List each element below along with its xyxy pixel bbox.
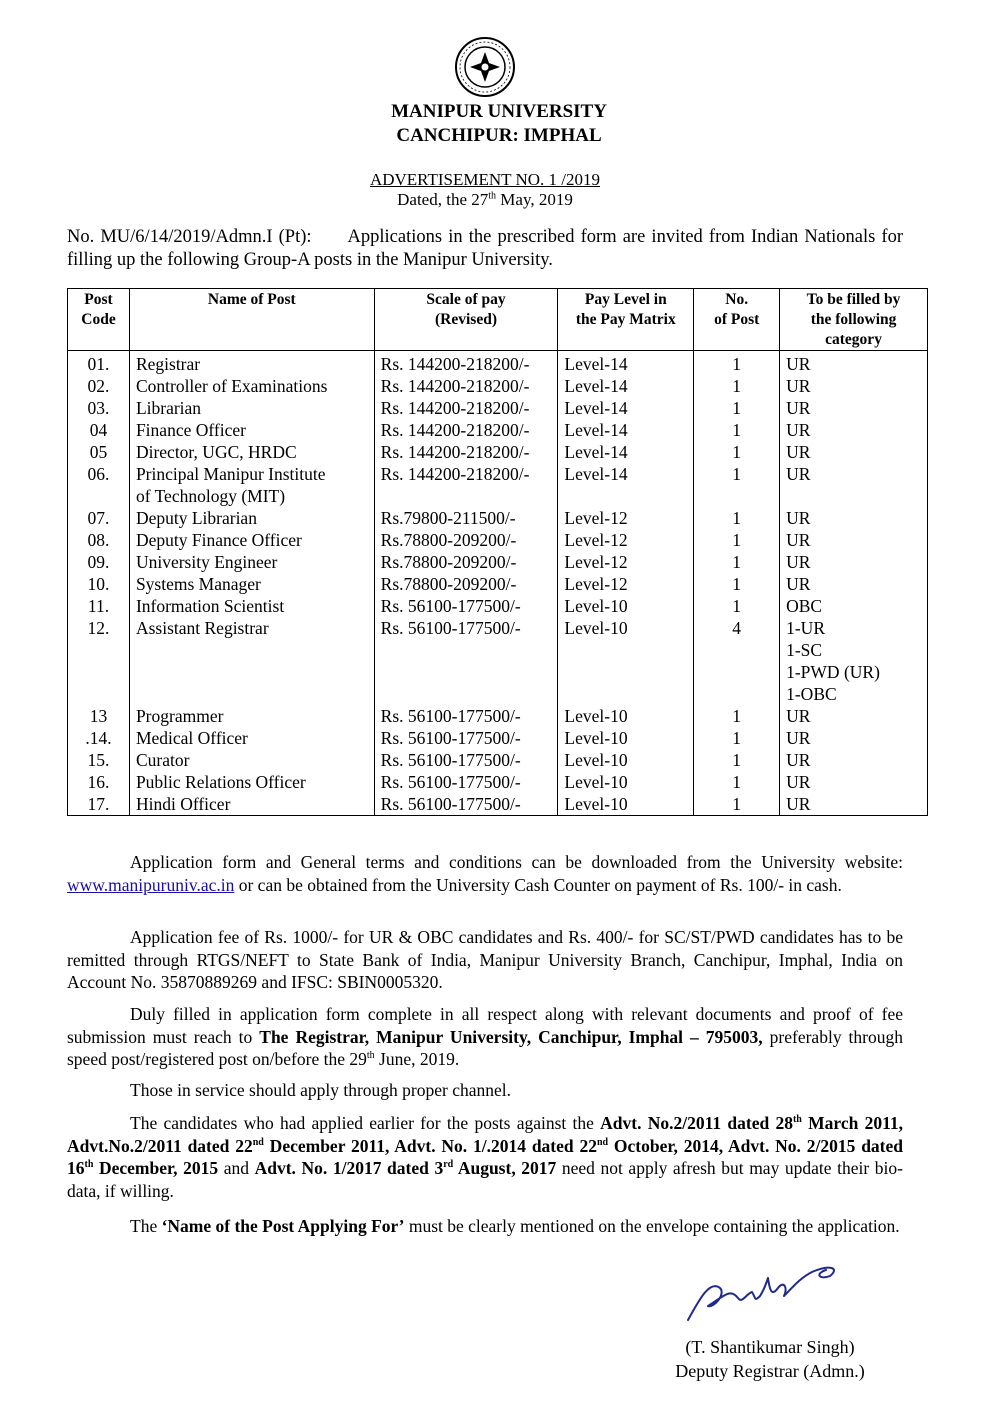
cell-category: UR bbox=[780, 441, 928, 463]
header-name-of-post: Name of Post bbox=[129, 289, 374, 351]
cell-post-code: 07. bbox=[68, 507, 130, 529]
cell-post-name: University Engineer bbox=[129, 551, 374, 573]
cell-pay-scale: Rs. 56100-177500/- bbox=[374, 595, 558, 617]
cell-pay-scale: Rs. 56100-177500/- bbox=[374, 727, 558, 749]
cell-category: UR bbox=[780, 551, 928, 573]
cell-category: UR bbox=[780, 507, 928, 529]
cell-post-name: Information Scientist bbox=[129, 595, 374, 617]
cell-post-name: Principal Manipur Institute of Technology (MIT) bbox=[129, 463, 374, 507]
cell-pay-scale: Rs. 56100-177500/- bbox=[374, 617, 558, 705]
cell-no-of-post: 1 bbox=[694, 771, 780, 793]
cell-post-code: 05 bbox=[68, 441, 130, 463]
university-name: MANIPUR UNIVERSITY bbox=[391, 101, 607, 122]
table-header-row bbox=[68, 289, 928, 351]
cell-no-of-post: 1 bbox=[694, 793, 780, 816]
cell-post-code: 12. bbox=[68, 617, 130, 705]
cell-post-name: Deputy Finance Officer bbox=[129, 529, 374, 551]
cell-pay-scale: Rs. 144200-218200/- bbox=[374, 397, 558, 419]
cell-category: UR bbox=[780, 529, 928, 551]
cell-no-of-post: 1 bbox=[694, 749, 780, 771]
cell-category: UR bbox=[780, 705, 928, 727]
paragraph-download: Application form and General terms and conditions can be downloaded from the University website: www.manipuruniv.ac.in or can be obtained from the University Cash Counter on payment of Rs. 100/- in cash. bbox=[67, 852, 903, 895]
posts-table bbox=[67, 288, 928, 816]
table-row bbox=[68, 573, 928, 595]
cell-post-name: Controller of Examinations bbox=[129, 375, 374, 397]
cell-pay-level: Level-12 bbox=[558, 529, 694, 551]
cell-post-name: Registrar bbox=[129, 351, 374, 376]
cell-post-name: Assistant Registrar bbox=[129, 617, 374, 705]
table-row bbox=[68, 441, 928, 463]
university-location: CANCHIPUR: IMPHAL bbox=[396, 125, 602, 146]
cell-pay-scale: Rs.79800-211500/- bbox=[374, 507, 558, 529]
table-row bbox=[68, 617, 928, 705]
table-row bbox=[68, 595, 928, 617]
table-row bbox=[68, 771, 928, 793]
signature-image bbox=[680, 1258, 850, 1328]
cell-no-of-post: 1 bbox=[694, 397, 780, 419]
cell-pay-level: Level-14 bbox=[558, 463, 694, 507]
cell-pay-level: Level-10 bbox=[558, 595, 694, 617]
cell-post-code: 11. bbox=[68, 595, 130, 617]
cell-no-of-post: 1 bbox=[694, 727, 780, 749]
table-row bbox=[68, 529, 928, 551]
header-pay-level: Pay Level in the Pay Matrix bbox=[558, 289, 694, 351]
header-category: To be filled by the following category bbox=[780, 289, 928, 351]
header-no-of-post: No. of Post bbox=[694, 289, 780, 351]
cell-post-name: Director, UGC, HRDC bbox=[129, 441, 374, 463]
paragraph-fee: Application fee of Rs. 1000/- for UR & OBC candidates and Rs. 400/- for SC/ST/PWD candidates has to be remitted through RTGS/NEFT to State Bank of India, Manipur University Branch, Canchipur, Imphal, India on Account No. 35870889269 and IFSC: SBIN0005320. bbox=[67, 927, 903, 992]
intro-paragraph bbox=[67, 226, 903, 272]
cell-pay-level: Level-12 bbox=[558, 551, 694, 573]
advertisement-date: Dated, the 27th May, 2019 bbox=[397, 190, 573, 209]
cell-pay-level: Level-10 bbox=[558, 617, 694, 705]
table-row bbox=[68, 507, 928, 529]
cell-pay-scale: Rs. 56100-177500/- bbox=[374, 793, 558, 816]
cell-pay-level: Level-14 bbox=[558, 441, 694, 463]
cell-category: UR bbox=[780, 573, 928, 595]
cell-post-code: 01. bbox=[68, 351, 130, 376]
cell-no-of-post: 1 bbox=[694, 463, 780, 507]
table-row bbox=[68, 375, 928, 397]
cell-post-code: 03. bbox=[68, 397, 130, 419]
cell-pay-scale: Rs. 144200-218200/- bbox=[374, 419, 558, 441]
advertisement-heading bbox=[0, 170, 970, 210]
cell-pay-level: Level-10 bbox=[558, 749, 694, 771]
cell-post-name: Librarian bbox=[129, 397, 374, 419]
cell-pay-level: Level-14 bbox=[558, 419, 694, 441]
cell-no-of-post: 1 bbox=[694, 441, 780, 463]
cell-post-code: .14. bbox=[68, 727, 130, 749]
cell-no-of-post: 4 bbox=[694, 617, 780, 705]
paragraph-earlier-applicants: The candidates who had applied earlier for the posts against the Advt. No.2/2011 dated 28th March 2011, Advt.No.2/2011 dated 22nd December 2011, Advt. No. 1/.2014 dated 22nd October, 2014, Advt. No. 2/2015 dated 16th December, 2015 and Advt. No. 1/2017 dated 3rd August, 2017 need not apply afresh but may update their bio-data, if willing. bbox=[67, 1113, 904, 1201]
cell-category: UR bbox=[780, 463, 928, 507]
table-row bbox=[68, 793, 928, 816]
cell-pay-level: Level-10 bbox=[558, 771, 694, 793]
cell-pay-level: Level-10 bbox=[558, 705, 694, 727]
cell-post-name: Finance Officer bbox=[129, 419, 374, 441]
signatory-designation: Deputy Registrar (Admn.) bbox=[675, 1361, 865, 1381]
cell-pay-level: Level-12 bbox=[558, 507, 694, 529]
table-row bbox=[68, 727, 928, 749]
cell-post-name: Deputy Librarian bbox=[129, 507, 374, 529]
cell-no-of-post: 1 bbox=[694, 375, 780, 397]
cell-category: UR bbox=[780, 351, 928, 376]
table-row bbox=[68, 749, 928, 771]
cell-post-name: Programmer bbox=[129, 705, 374, 727]
cell-pay-scale: Rs.78800-209200/- bbox=[374, 529, 558, 551]
cell-pay-level: Level-10 bbox=[558, 793, 694, 816]
cell-pay-level: Level-10 bbox=[558, 727, 694, 749]
cell-pay-scale: Rs. 144200-218200/- bbox=[374, 441, 558, 463]
cell-post-code: 13 bbox=[68, 705, 130, 727]
cell-pay-scale: Rs. 56100-177500/- bbox=[374, 749, 558, 771]
cell-no-of-post: 1 bbox=[694, 529, 780, 551]
cell-no-of-post: 1 bbox=[694, 595, 780, 617]
cell-pay-scale: Rs. 144200-218200/- bbox=[374, 351, 558, 376]
cell-post-code: 02. bbox=[68, 375, 130, 397]
cell-no-of-post: 1 bbox=[694, 351, 780, 376]
paragraph-submission: Duly filled in application form complete in all respect along with relevant documents and proof of fee submission must reach to The Registrar, Manipur University, Canchipur, Imphal – 795003, preferably through speed post/registered post on/before the 29th June, 2019. bbox=[67, 1004, 903, 1069]
cell-category: UR bbox=[780, 771, 928, 793]
cell-pay-level: Level-14 bbox=[558, 375, 694, 397]
paragraph-envelope: The ‘Name of the Post Applying For’ must be clearly mentioned on the envelope containing the application. bbox=[130, 1216, 900, 1236]
cell-post-name: Systems Manager bbox=[129, 573, 374, 595]
cell-category: 1-UR 1-SC 1-PWD (UR) 1-OBC bbox=[780, 617, 928, 705]
table-row bbox=[68, 705, 928, 727]
advertisement-number: ADVERTISEMENT NO. 1 /2019 bbox=[369, 170, 601, 189]
cell-pay-level: Level-14 bbox=[558, 397, 694, 419]
cell-category: UR bbox=[780, 793, 928, 816]
cell-post-code: 15. bbox=[68, 749, 130, 771]
header-scale-of-pay: Scale of pay (Revised) bbox=[374, 289, 558, 351]
cell-post-name: Medical Officer bbox=[129, 727, 374, 749]
cell-pay-level: Level-14 bbox=[558, 351, 694, 376]
cell-category: UR bbox=[780, 419, 928, 441]
cell-pay-scale: Rs. 144200-218200/- bbox=[374, 375, 558, 397]
table-row bbox=[68, 551, 928, 573]
cell-category: UR bbox=[780, 727, 928, 749]
signatory-block bbox=[620, 1335, 920, 1383]
cell-no-of-post: 1 bbox=[694, 507, 780, 529]
cell-pay-scale: Rs.78800-209200/- bbox=[374, 573, 558, 595]
cell-post-name: Public Relations Officer bbox=[129, 771, 374, 793]
cell-category: UR bbox=[780, 397, 928, 419]
paragraph-service: Those in service should apply through proper channel. bbox=[130, 1080, 512, 1100]
cell-pay-level: Level-12 bbox=[558, 573, 694, 595]
cell-no-of-post: 1 bbox=[694, 705, 780, 727]
cell-post-code: 17. bbox=[68, 793, 130, 816]
cell-category: UR bbox=[780, 375, 928, 397]
cell-post-name: Hindi Officer bbox=[129, 793, 374, 816]
cell-post-code: 16. bbox=[68, 771, 130, 793]
cell-category: UR bbox=[780, 749, 928, 771]
header-post-code: Post Code bbox=[68, 289, 130, 351]
intro-text: Applications in the prescribed form are invited from Indian Nationals for filling up the following Group-A posts in the Manipur University. bbox=[67, 227, 904, 270]
cell-post-code: 08. bbox=[68, 529, 130, 551]
cell-post-code: 09. bbox=[68, 551, 130, 573]
cell-pay-scale: Rs. 56100-177500/- bbox=[374, 771, 558, 793]
cell-category: OBC bbox=[780, 595, 928, 617]
cell-post-name: Curator bbox=[129, 749, 374, 771]
cell-no-of-post: 1 bbox=[694, 573, 780, 595]
cell-no-of-post: 1 bbox=[694, 551, 780, 573]
cell-pay-scale: Rs.78800-209200/- bbox=[374, 551, 558, 573]
reference-number: No. MU/6/14/2019/Admn.I (Pt): bbox=[67, 227, 312, 247]
cell-pay-scale: Rs. 144200-218200/- bbox=[374, 463, 558, 507]
table-row bbox=[68, 351, 928, 376]
cell-post-code: 04 bbox=[68, 419, 130, 441]
signatory-name: (T. Shantikumar Singh) bbox=[685, 1337, 855, 1357]
university-website-link[interactable]: www.manipuruniv.ac.in bbox=[67, 874, 235, 895]
cell-pay-scale: Rs. 56100-177500/- bbox=[374, 705, 558, 727]
table-row bbox=[68, 419, 928, 441]
cell-post-code: 10. bbox=[68, 573, 130, 595]
table-row bbox=[68, 463, 928, 507]
university-logo bbox=[454, 36, 516, 98]
table-row bbox=[68, 397, 928, 419]
cell-no-of-post: 1 bbox=[694, 419, 780, 441]
university-heading bbox=[0, 100, 998, 148]
cell-post-code: 06. bbox=[68, 463, 130, 507]
